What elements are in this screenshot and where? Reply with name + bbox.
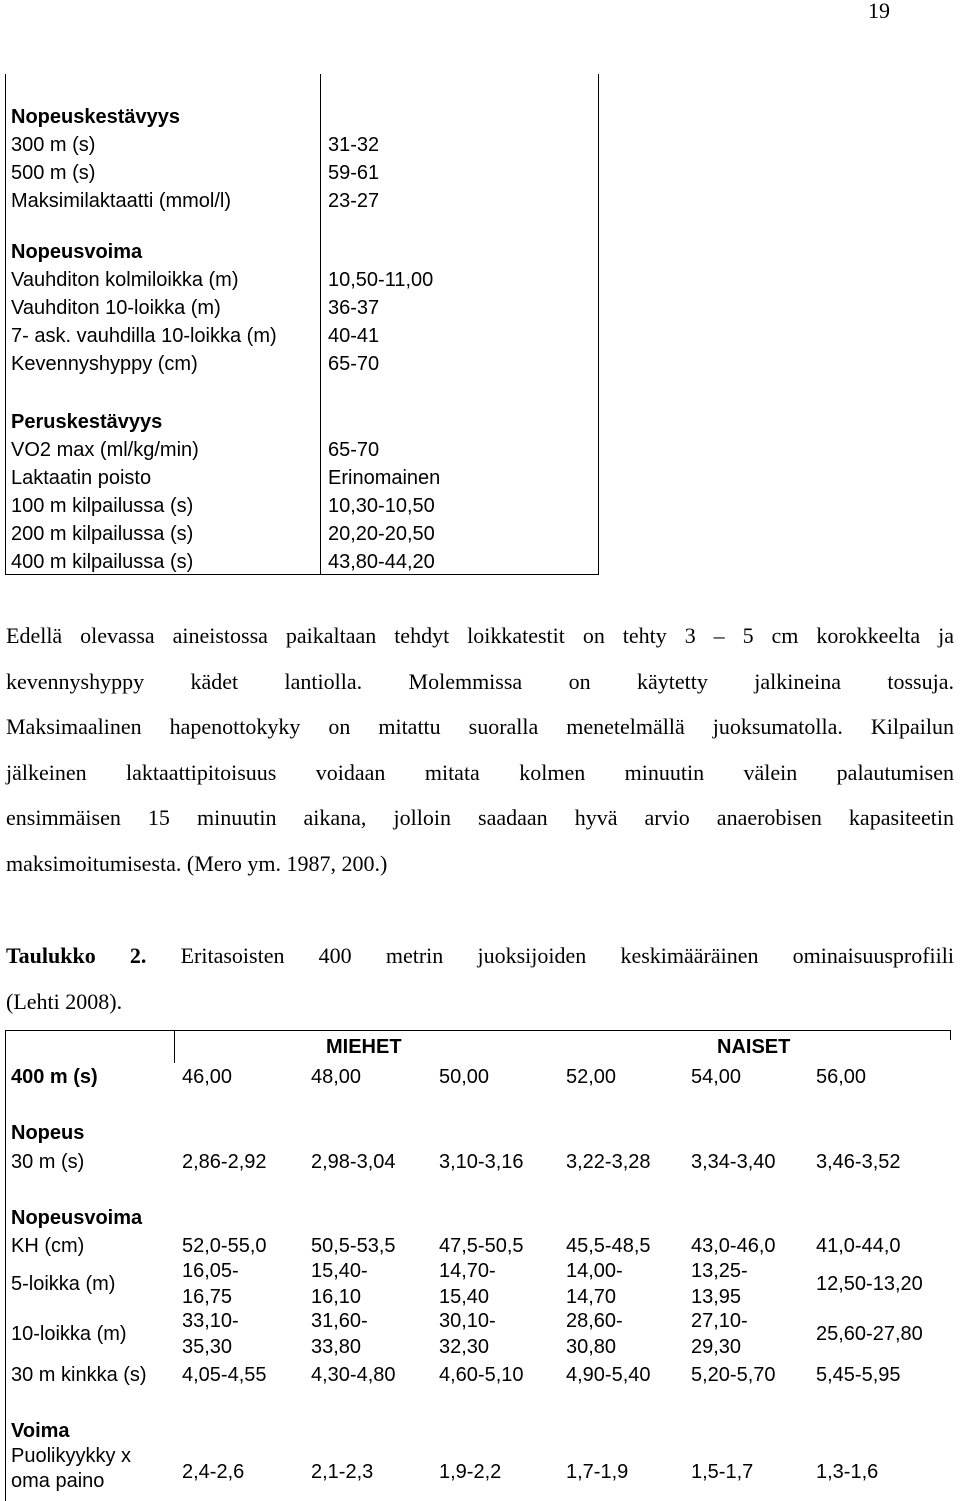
row-value: 20,20-20,50 xyxy=(328,523,435,545)
table-cell: 43,0-46,0 xyxy=(691,1235,776,1257)
row-label: 7- ask. vauhdilla 10-loikka (m) xyxy=(11,325,277,347)
row-value: 10,50-11,00 xyxy=(328,269,434,291)
section-title: Peruskestävyys xyxy=(11,411,163,433)
row-label: Kevennyshyppy (cm) xyxy=(11,353,198,375)
row-label: Laktaatin poisto xyxy=(11,467,152,489)
table-cell: 16,10 xyxy=(311,1286,362,1308)
table-cell: 33,80 xyxy=(311,1336,362,1358)
men-header: MIEHET xyxy=(326,1036,402,1058)
row-label: 200 m kilpailussa (s) xyxy=(11,523,194,545)
row-label: Vauhditon 10-loikka (m) xyxy=(11,297,221,319)
paragraph-line: ensimmäisen 15 minuutin aikana, jolloin saadaan hyvä arvio anaerobisen kapasiteetin xyxy=(6,805,954,830)
table-cell: 27,10- xyxy=(691,1310,748,1332)
row-value: 31-32 xyxy=(328,134,380,156)
table-cell: 30,80 xyxy=(566,1336,617,1358)
row-label: 500 m (s) xyxy=(11,162,96,184)
paragraph-line: maksimoitumisesta. (Mero ym. 1987, 200.) xyxy=(6,850,388,876)
row-label: 30 m (s) xyxy=(11,1151,85,1173)
table-cell: 16,05- xyxy=(182,1260,239,1282)
column-header: 46,00 xyxy=(182,1066,233,1088)
table-cell: 28,60- xyxy=(566,1310,623,1332)
table-border-left xyxy=(5,1030,6,1501)
row-label: 5-loikka (m) xyxy=(11,1273,116,1295)
row-label: 30 m kinkka (s) xyxy=(11,1364,147,1386)
row-label: VO2 max (ml/kg/min) xyxy=(11,439,199,461)
page-number: 19 xyxy=(868,0,890,23)
row-value: 59-61 xyxy=(328,162,380,184)
row-value: 10,30-10,50 xyxy=(328,495,435,517)
section-title: Nopeusvoima xyxy=(11,241,143,263)
table-border-top xyxy=(5,1030,175,1031)
table-cell: 14,70- xyxy=(439,1260,496,1282)
table-cell: 4,30-4,80 xyxy=(311,1364,396,1386)
table-cell: 2,1-2,3 xyxy=(311,1461,374,1483)
table-cell: 3,10-3,16 xyxy=(439,1151,524,1173)
row-label: KH (cm) xyxy=(11,1235,85,1257)
table-cell: 5,45-5,95 xyxy=(816,1364,901,1386)
table-cell: 2,98-3,04 xyxy=(311,1151,396,1173)
table-cell: 25,60-27,80 xyxy=(816,1323,923,1345)
table-cell: 15,40 xyxy=(439,1286,490,1308)
table-cell: 1,7-1,9 xyxy=(566,1461,629,1483)
row-value: 65-70 xyxy=(328,353,380,375)
row-label: 300 m (s) xyxy=(11,134,96,156)
paragraph-line: Maksimaalinen hapenottokyky on mitattu suoralla menetelmällä juoksumatolla. Kilpailun xyxy=(6,714,954,739)
row-value: 65-70 xyxy=(328,439,380,461)
table-cell: 12,50-13,20 xyxy=(816,1273,923,1295)
paragraph-line: jälkeinen laktaattipitoisuus voidaan mitata kolmen minuutin välein palautumisen xyxy=(6,759,954,785)
table-1 xyxy=(0,74,600,574)
row-label: Puolikyykky x xyxy=(11,1445,132,1467)
row-value: 23-27 xyxy=(328,190,380,212)
table-divider xyxy=(320,74,321,574)
section-title: Nopeuskestävyys xyxy=(11,106,180,128)
row-label: Maksimilaktaatti (mmol/l) xyxy=(11,190,232,212)
row-label: Vauhditon kolmiloikka (m) xyxy=(11,269,239,291)
table-cell: 1,5-1,7 xyxy=(691,1461,754,1483)
table-cell: 30,10- xyxy=(439,1310,496,1332)
section-title: Nopeusvoima xyxy=(11,1207,143,1229)
table-cell: 5,20-5,70 xyxy=(691,1364,776,1386)
table-border-right xyxy=(598,74,599,574)
table-cell: 33,10- xyxy=(182,1310,239,1332)
table-cell: 3,22-3,28 xyxy=(566,1151,651,1173)
table-cell: 1,3-1,6 xyxy=(816,1461,879,1483)
table-cell: 4,05-4,55 xyxy=(182,1364,267,1386)
section-title: Nopeus xyxy=(11,1122,85,1144)
column-header: 54,00 xyxy=(691,1066,742,1088)
table-cell: 3,34-3,40 xyxy=(691,1151,776,1173)
table-cell: 41,0-44,0 xyxy=(816,1235,901,1257)
table-cell: 2,86-2,92 xyxy=(182,1151,267,1173)
row-label: oma paino xyxy=(11,1470,105,1492)
table-cell: 15,40- xyxy=(311,1260,368,1282)
table-cell: 32,30 xyxy=(439,1336,490,1358)
table-cell: 14,70 xyxy=(566,1286,617,1308)
table-cell: 14,00- xyxy=(566,1260,623,1282)
table-border-left xyxy=(5,74,6,574)
table-border-right xyxy=(950,1030,951,1040)
table-border-top xyxy=(174,1030,950,1031)
row-label: 400 m kilpailussa (s) xyxy=(11,551,194,573)
table-cell: 4,90-5,40 xyxy=(566,1364,651,1386)
column-header: 56,00 xyxy=(816,1066,867,1088)
table-caption xyxy=(6,933,954,1024)
row-value: 40-41 xyxy=(328,325,380,347)
column-header: 48,00 xyxy=(311,1066,362,1088)
column-header: 52,00 xyxy=(566,1066,617,1088)
table-cell: 52,0-55,0 xyxy=(182,1235,267,1257)
table-cell: 4,60-5,10 xyxy=(439,1364,524,1386)
caption-label: Taulukko 2. xyxy=(6,943,147,968)
paragraph-line: kevennyshyppy kädet lantiolla. Molemmissa on käytetty jalkineina tossuja. xyxy=(6,668,954,694)
row-value: Erinomainen xyxy=(328,467,441,489)
column-header: 50,00 xyxy=(439,1066,490,1088)
table-cell: 16,75 xyxy=(182,1286,233,1308)
caption-line xyxy=(6,933,954,979)
table-cell: 45,5-48,5 xyxy=(566,1235,651,1257)
table-cell: 35,30 xyxy=(182,1336,233,1358)
row-value: 36-37 xyxy=(328,297,380,319)
section-title: Voima xyxy=(11,1420,70,1442)
row-label: 100 m kilpailussa (s) xyxy=(11,495,194,517)
body-paragraph xyxy=(6,613,954,886)
caption-text: Eritasoisten 400 metrin juoksijoiden keskimääräinen ominaisuusprofiili xyxy=(180,943,955,968)
table-divider xyxy=(174,1030,175,1063)
women-header: NAISET xyxy=(717,1036,791,1058)
table-cell: 29,30 xyxy=(691,1336,742,1358)
row-header: 400 m (s) xyxy=(11,1066,98,1088)
table-cell: 3,46-3,52 xyxy=(816,1151,901,1173)
table-2 xyxy=(0,1030,960,1501)
table-cell: 31,60- xyxy=(311,1310,368,1332)
table-cell: 2,4-2,6 xyxy=(182,1461,245,1483)
caption-line: (Lehti 2008). xyxy=(6,988,123,1014)
table-cell: 50,5-53,5 xyxy=(311,1235,396,1257)
table-cell: 13,25- xyxy=(691,1260,748,1282)
row-label: 10-loikka (m) xyxy=(11,1323,127,1345)
table-cell: 13,95 xyxy=(691,1286,742,1308)
row-value: 43,80-44,20 xyxy=(328,551,435,573)
table-cell: 1,9-2,2 xyxy=(439,1461,502,1483)
table-cell: 47,5-50,5 xyxy=(439,1235,524,1257)
paragraph-line: Edellä olevassa aineistossa paikaltaan tehdyt loikkatestit on tehty 3 – 5 cm korokkeelta ja xyxy=(6,623,954,648)
